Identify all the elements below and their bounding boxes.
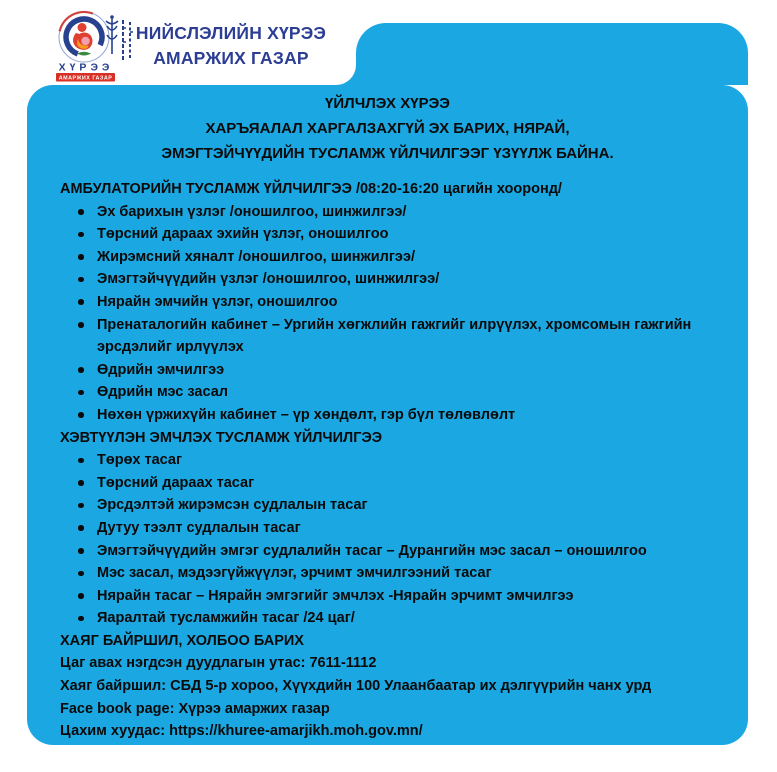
inpatient-service-list — [60, 449, 715, 630]
list-item: Пренаталогийн кабинет – Ургийн хөгжлийн гажгийг илрүүлэх, хромсомын гажгийн эрсдэлийг ирлүүлэх — [97, 314, 715, 359]
logo-name-text: ХҮРЭЭ — [58, 61, 114, 74]
ambulatory-service-list — [60, 201, 715, 427]
hospital-logo — [55, 8, 139, 82]
intro-line-3: ЭМЭГТЭЙЧҮҮДИЙН ТУСЛАМЖ ҮЙЛЧИЛГЭЭГ ҮЗҮҮЛЖ БАЙНА. — [161, 145, 614, 162]
list-item: Өдрийн эмчилгээ — [97, 359, 715, 382]
list-item: Дутуу тээлт судлалын тасаг — [97, 517, 715, 540]
logo-banner-text: АМАРЖИХ ГАЗАР — [58, 75, 113, 82]
list-item: Нөхөн үржихүйн кабинет – үр хөндөлт, гэр бүл төлөвлөлт — [97, 404, 715, 427]
card-top-tab-shape — [356, 23, 748, 85]
list-item: Төрсний дараах эхийн үзлэг, оношилгоо — [97, 223, 715, 246]
intro-line-2: ХАРЪЯАЛАЛ ХАРГАЛЗАХГҮЙ ЭХ БАРИХ, НЯРАЙ, — [205, 120, 570, 137]
contact-website-line: Цахим хуудас: https://khuree-amarjikh.moh.gov.mn/ — [60, 723, 423, 740]
org-name-line-1: НИЙСЛЭЛИЙН ХҮРЭЭ — [135, 23, 327, 43]
list-item: Төрөх тасаг — [97, 449, 715, 472]
list-item: Мэс засал, мэдээгүйжүүлэг, эрчимт эмчилгээний тасаг — [97, 562, 715, 585]
intro-line-1: ҮЙЛЧЛЭХ ХҮРЭЭ — [325, 95, 450, 112]
card-body — [60, 178, 715, 743]
list-item: Яаралтай тусламжийн тасаг /24 цаг/ — [97, 607, 715, 630]
list-item: Нярайн эмчийн үзлэг, оношилгоо — [97, 291, 715, 314]
org-name-title — [133, 21, 329, 71]
logo-mongol-script — [123, 20, 133, 61]
logo-banner — [56, 73, 115, 82]
service-info-card — [27, 85, 748, 745]
list-item: Жирэмсний хяналт /оношилгоо, шинжилгээ/ — [97, 246, 715, 269]
section-heading-ambulatory: АМБУЛАТОРИЙН ТУСЛАМЖ ҮЙЛЧИЛГЭЭ /08:20-16:20 цагийн хооронд/ — [60, 181, 562, 197]
list-item: Эмэгтэйчүүдийн үзлэг /оношилгоо, шинжилгээ/ — [97, 268, 715, 291]
list-item: Нярайн тасаг – Нярайн эмгэгийг эмчлэх -Нярайн эрчимт эмчилгээ — [97, 585, 715, 608]
intro-title — [60, 91, 715, 166]
section-heading-contact: ХАЯГ БАЙРШИЛ, ХОЛБОО БАРИХ — [60, 632, 304, 649]
contact-phone-line: Цаг авах нэгдсэн дуудлагын утас: 7611-1112 — [60, 655, 377, 672]
list-item: Эмэгтэйчүүдийн эмгэг судлалийн тасаг – Дурангийн мэс засал – оношилгоо — [97, 540, 715, 563]
list-item: Эх барихын үзлэг /оношилгоо, шинжилгээ/ — [97, 201, 715, 224]
logo-circle-emblem — [55, 8, 115, 68]
contact-facebook-line: Face book page: Хүрээ амаржих газар — [60, 700, 330, 717]
list-item: Төрсний дараах тасаг — [97, 472, 715, 495]
section-heading-inpatient: ХЭВТҮҮЛЭН ЭМЧЛЭХ ТУСЛАМЖ ҮЙЛЧИЛГЭЭ — [60, 429, 383, 446]
list-item: Эрсдэлтэй жирэмсэн судлалын тасаг — [97, 494, 715, 517]
list-item: Өдрийн мэс засал — [97, 381, 715, 404]
org-name-line-2: АМАРЖИХ ГАЗАР — [153, 48, 309, 68]
contact-address-line: Хаяг байршил: СБД 5-р хороо, Хүүхдийн 100 Улаанбаатар их дэлгүүрийн чанх урд — [60, 678, 652, 695]
